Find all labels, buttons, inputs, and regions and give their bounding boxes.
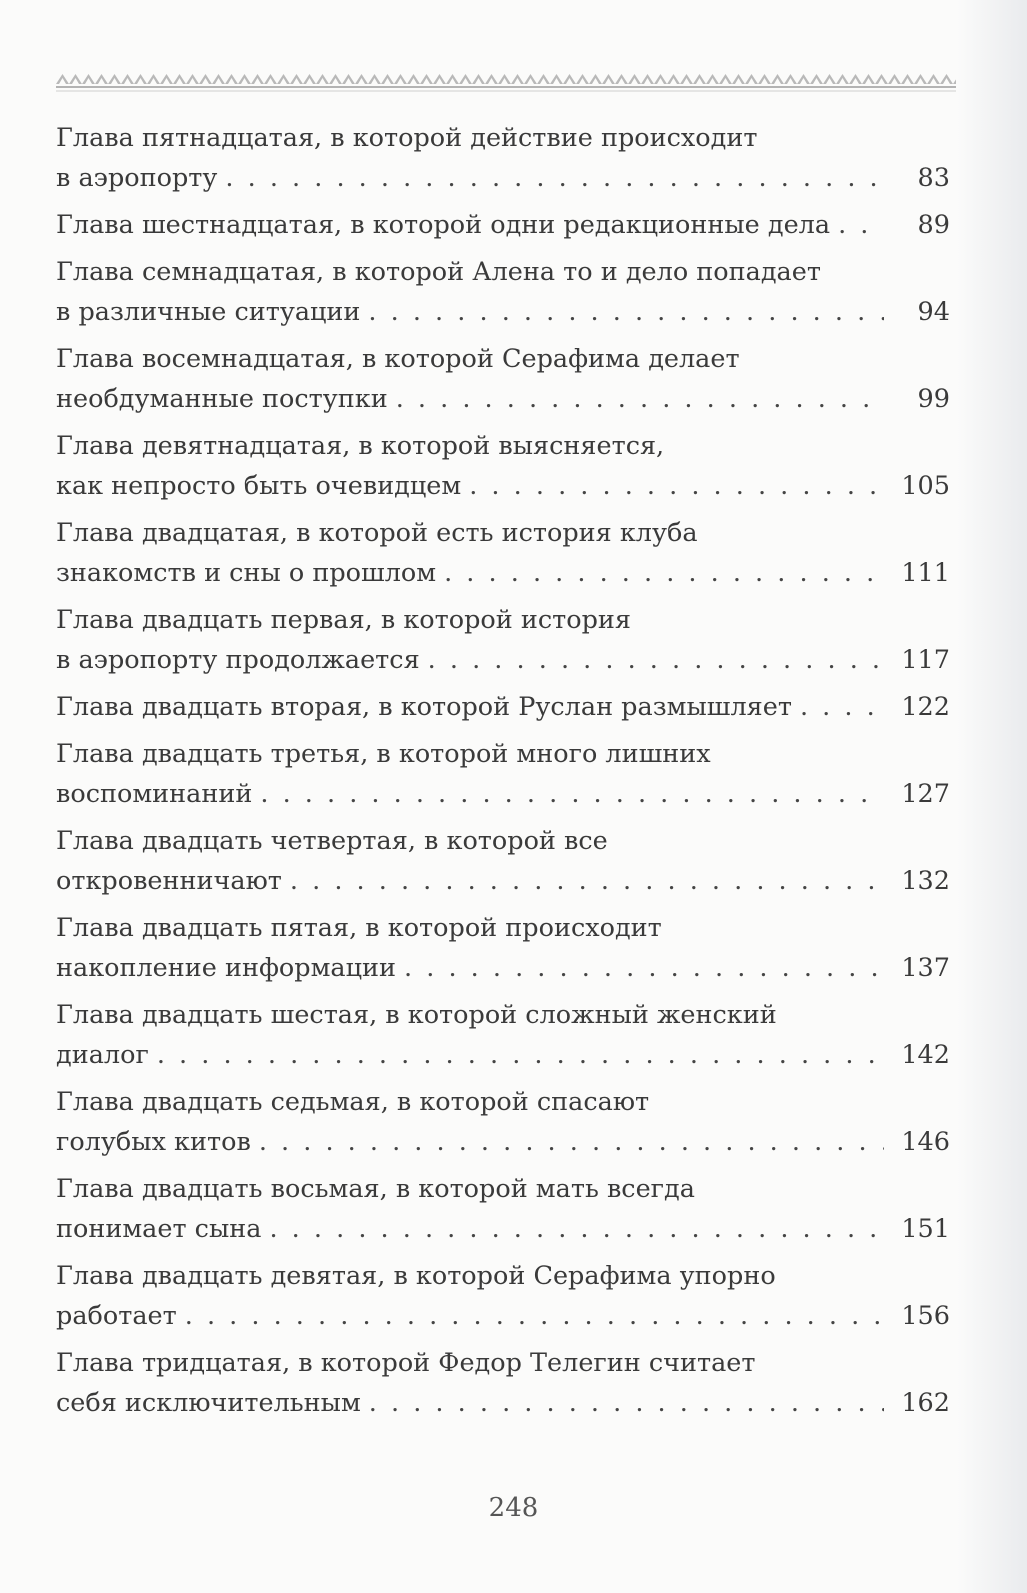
table-of-contents <box>56 118 950 1430</box>
toc-entry <box>56 513 950 593</box>
dot-leader <box>290 861 884 901</box>
toc-entry <box>56 821 950 901</box>
toc-entry <box>56 995 950 1075</box>
toc-entry-title: Глава шестнадцатая, в которой одни редакционные дела <box>56 210 831 240</box>
toc-entry-title: Глава девятнадцатая, в которой выясняется, <box>56 431 665 461</box>
toc-entry-title-end: работает <box>56 1301 177 1331</box>
toc-entry-title-end: как непросто быть очевидцем <box>56 471 462 501</box>
dot-leader <box>396 379 884 419</box>
toc-entry-title-end: в различные ситуации <box>56 297 361 327</box>
toc-entry <box>56 1169 950 1249</box>
toc-entry <box>56 1256 950 1336</box>
toc-entry-last-line <box>56 379 950 419</box>
toc-entry-title: Глава двадцать девятая, в которой Серафима упорно <box>56 1261 776 1291</box>
page-number: 156 <box>901 1301 950 1331</box>
toc-entry <box>56 687 950 727</box>
toc-entry-last-line <box>56 640 950 680</box>
toc-entry-last-line <box>56 1383 950 1423</box>
toc-entry-title-end: себя исключительным <box>56 1388 361 1418</box>
toc-entry-last-line <box>56 553 950 593</box>
toc-entry-title: Глава двадцать шестая, в которой сложный женский <box>56 1000 777 1030</box>
toc-entry-title-end: в аэропорту продолжается <box>56 645 420 675</box>
toc-entry-title: Глава двадцать четвертая, в которой все <box>56 826 608 856</box>
toc-entry-title-end: накопление информации <box>56 953 397 983</box>
toc-entry-title-end: диалог <box>56 1040 149 1070</box>
page-number: 117 <box>901 645 950 675</box>
dot-leader <box>259 1122 884 1162</box>
toc-entry-title-end: знакомств и сны о прошлом <box>56 558 437 588</box>
toc-entry <box>56 118 950 198</box>
toc-entry <box>56 426 950 506</box>
toc-entry-title: Глава двадцать вторая, в которой Руслан размышляет <box>56 692 792 722</box>
toc-entry-title: Глава двадцатая, в которой есть история клуба <box>56 518 698 548</box>
toc-entry-title: Глава двадцать первая, в которой история <box>56 605 632 635</box>
toc-entry-title: Глава тридцатая, в которой Федор Телегин считает <box>56 1348 756 1378</box>
toc-entry-last-line <box>56 774 950 814</box>
toc-entry-title-end: откровенничают <box>56 866 282 896</box>
page-number: 137 <box>901 953 950 983</box>
toc-entry-title-end: понимает сына <box>56 1214 262 1244</box>
toc-entry-last-line <box>56 205 950 245</box>
toc-entry-title: Глава пятнадцатая, в которой действие происходит <box>56 123 758 153</box>
page-number: 99 <box>917 384 950 414</box>
toc-entry <box>56 252 950 332</box>
toc-entry <box>56 1082 950 1162</box>
page-number: 162 <box>901 1388 950 1418</box>
dot-leader <box>428 640 884 680</box>
toc-entry <box>56 1343 950 1423</box>
dot-leader <box>269 1209 884 1249</box>
page-number: 105 <box>901 471 950 501</box>
dot-leader <box>838 205 884 245</box>
toc-entry-last-line <box>56 1035 950 1075</box>
dot-leader <box>260 774 884 814</box>
dot-leader <box>369 1383 884 1423</box>
toc-entry-title: Глава двадцать третья, в которой много лишних <box>56 739 711 769</box>
dot-leader <box>469 466 884 506</box>
toc-entry-last-line <box>56 292 950 332</box>
page-folio-number: 248 <box>488 1493 539 1523</box>
dot-leader <box>800 687 884 727</box>
page-edge-shadow <box>957 0 1027 1593</box>
toc-entry-last-line <box>56 948 950 988</box>
toc-entry-last-line <box>56 1296 950 1336</box>
toc-entry-last-line <box>56 158 950 198</box>
dot-leader <box>157 1035 884 1075</box>
dot-leader <box>225 158 884 198</box>
page-number: 127 <box>901 779 950 809</box>
page-number: 151 <box>901 1214 950 1244</box>
toc-entry-title: Глава двадцать восьмая, в которой мать всегда <box>56 1174 695 1204</box>
page-number: 89 <box>917 210 950 240</box>
toc-entry-title: Глава двадцать пятая, в которой происходит <box>56 913 662 943</box>
toc-entry-title-end: воспоминаний <box>56 779 253 809</box>
page-number: 132 <box>901 866 950 896</box>
dot-leader <box>444 553 884 593</box>
page-number: 94 <box>917 297 950 327</box>
toc-entry-title-end: в аэропорту <box>56 163 218 193</box>
toc-entry <box>56 908 950 988</box>
page-number: 142 <box>901 1040 950 1070</box>
toc-entry-last-line <box>56 861 950 901</box>
toc-entry-title-end: голубых китов <box>56 1127 251 1157</box>
toc-entry-last-line <box>56 1209 950 1249</box>
toc-entry-last-line <box>56 466 950 506</box>
page-number: 111 <box>901 558 950 588</box>
dot-leader <box>404 948 884 988</box>
page-number: 122 <box>901 692 950 722</box>
toc-entry-title: Глава двадцать седьмая, в которой спасают <box>56 1087 650 1117</box>
dot-leader <box>368 292 884 332</box>
page-number: 83 <box>917 163 950 193</box>
toc-entry <box>56 734 950 814</box>
decorative-ornament-border <box>56 70 956 96</box>
toc-entry <box>56 600 950 680</box>
toc-entry-title-end: необдуманные поступки <box>56 384 388 414</box>
dot-leader <box>185 1296 884 1336</box>
toc-entry-title: Глава семнадцатая, в которой Алена то и дело попадает <box>56 257 821 287</box>
toc-entry-title: Глава восемнадцатая, в которой Серафима делает <box>56 344 740 374</box>
page-number: 146 <box>901 1127 950 1157</box>
toc-entry-last-line <box>56 1122 950 1162</box>
toc-entry <box>56 205 950 245</box>
toc-entry <box>56 339 950 419</box>
toc-entry-last-line <box>56 687 950 727</box>
